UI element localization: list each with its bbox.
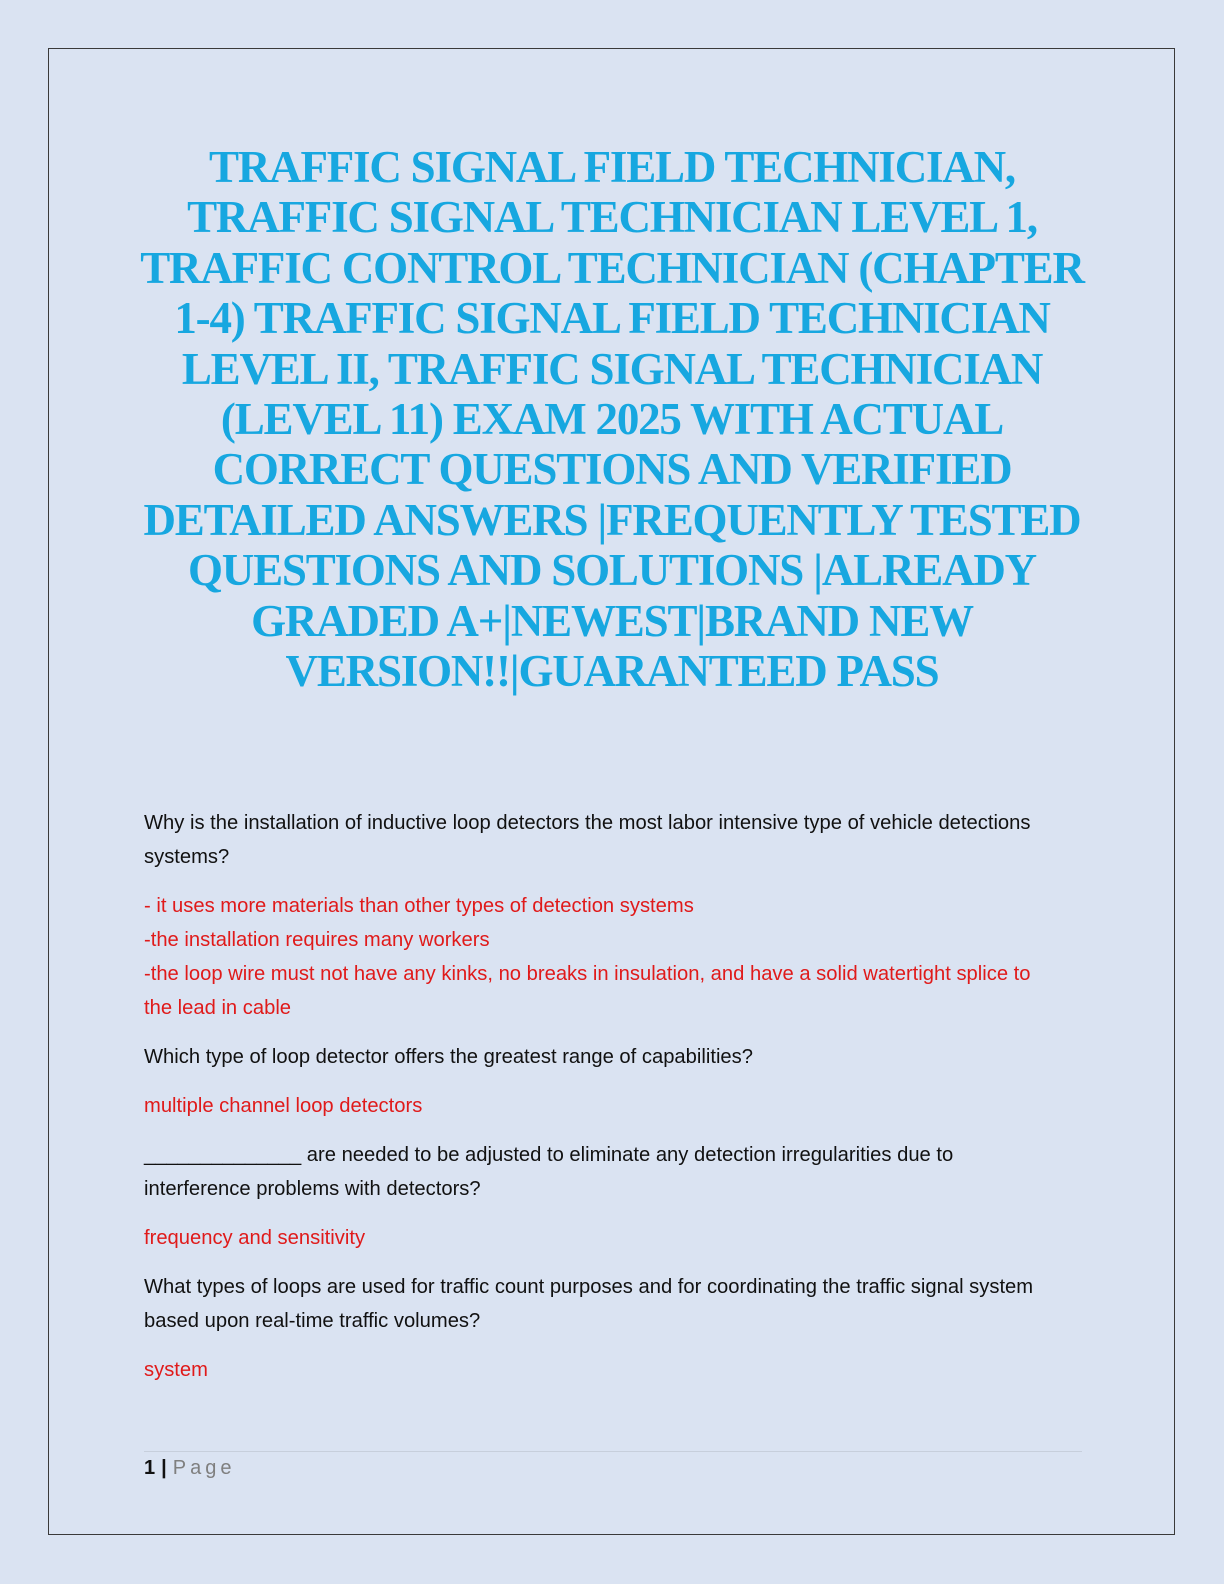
question-text: Why is the installation of inductive loop detectors the most labor intensive type of vehicle detections systems? bbox=[144, 812, 1031, 868]
page-footer bbox=[144, 1454, 235, 1482]
question-text: What types of loops are used for traffic count purposes and for coordinating the traffic signal system based upon real-time traffic volumes? bbox=[144, 1276, 1034, 1332]
answer-text bbox=[144, 889, 1064, 1025]
question-text: ______________ are needed to be adjusted to eliminate any detection irregularities due to interference problems with detectors? bbox=[144, 1144, 954, 1200]
answer-line: -the installation requires many workers bbox=[144, 929, 490, 951]
answer-text: multiple channel loop detectors bbox=[144, 1095, 423, 1117]
page-label: Page bbox=[172, 1457, 236, 1479]
page-number: 1 bbox=[144, 1457, 156, 1479]
footer-divider bbox=[144, 1451, 1082, 1452]
document-title: TRAFFIC SIGNAL FIELD TECHNICIAN, TRAFFIC SIGNAL TECHNICIAN LEVEL 1, TRAFFIC CONTROL TECHNICIAN (CHAPTER 1-4) TRAFFIC SIGNAL FIELD TECHNICIAN LEVEL II, TRAFFIC SIGNAL TECHNICIAN (LEVEL 11) EXAM 2025 WITH ACTUAL CORRECT QUESTIONS AND VERIFIED DETAILED ANSWERS |FREQUENTLY TESTED QUESTIONS AND SOLUTIONS |ALREADY GRADED A+|NEWEST|BRAND NEW VERSION!!|GUARANTEED PASS bbox=[140, 142, 1084, 697]
answer-line: -the loop wire must not have any kinks, no breaks in insulation, and have a solid watertight splice to the lead in cable bbox=[144, 963, 1031, 1019]
footer-separator: | bbox=[161, 1457, 167, 1479]
qa-content bbox=[144, 806, 1064, 1402]
answer-text: system bbox=[144, 1359, 208, 1381]
answer-text: frequency and sensitivity bbox=[144, 1227, 366, 1249]
answer-line: - it uses more materials than other types of detection systems bbox=[144, 895, 694, 917]
question-text: Which type of loop detector offers the greatest range of capabilities? bbox=[144, 1046, 753, 1068]
